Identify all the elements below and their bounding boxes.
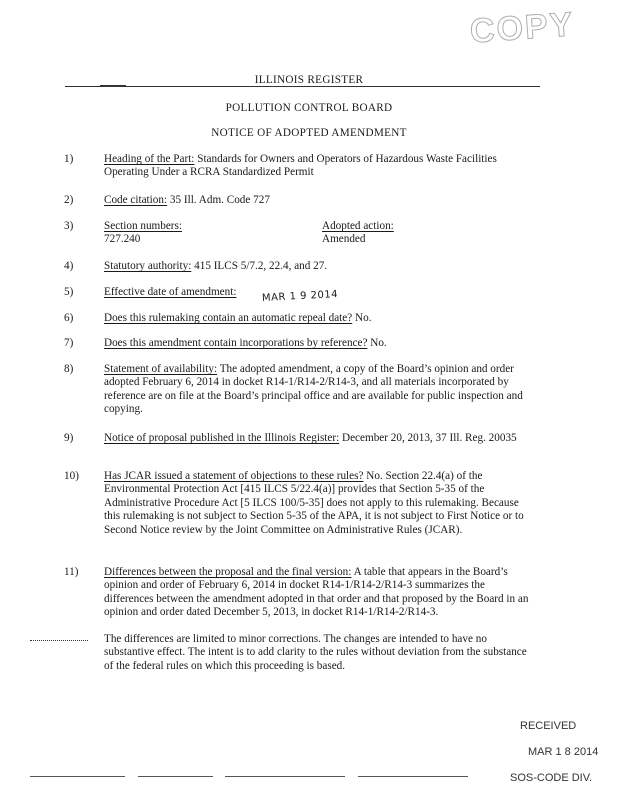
item-11-label: Differences between the proposal and the final version: xyxy=(104,566,352,578)
item-2-label: Code citation: xyxy=(104,194,168,206)
item-3-sections xyxy=(104,220,182,247)
item-7-label: Does this amendment contain incorporations by reference? xyxy=(104,337,368,349)
adopted-action-value: Amended xyxy=(322,233,366,246)
footer-rule-1 xyxy=(30,776,125,777)
item-3-action xyxy=(322,220,394,247)
item-7-number: 7) xyxy=(64,337,74,349)
item-11-paragraph-2: The differences are limited to minor corrections. The changes are intended to have no substantive effect. The intent is to add clarity to the rules without deviation from the substance of the federal rules on which this proceeding is based. xyxy=(104,633,527,672)
item-4-label: Statutory authority: xyxy=(104,260,192,272)
item-9-number: 9) xyxy=(64,432,74,444)
item-4 xyxy=(104,260,534,273)
footer-rule-3 xyxy=(225,776,345,777)
item-11-number: 11) xyxy=(64,566,79,578)
section-numbers-label: Section numbers: xyxy=(104,220,182,232)
item-9 xyxy=(104,432,534,445)
copy-stamp: COPY xyxy=(468,5,576,51)
item-6 xyxy=(104,312,534,325)
item-11 xyxy=(104,566,534,620)
item-2-text: 35 Ill. Adm. Code 727 xyxy=(169,194,270,206)
notice-title: NOTICE OF ADOPTED AMENDMENT xyxy=(211,127,407,139)
item-2-number: 2) xyxy=(64,194,74,206)
item-10-number: 10) xyxy=(64,470,79,482)
left-margin-mark xyxy=(30,640,88,641)
item-1-number: 1) xyxy=(64,153,74,165)
item-5-number: 5) xyxy=(64,286,74,298)
effective-date-handwritten: MAR 1 9 2014 xyxy=(261,289,339,304)
item-7 xyxy=(104,337,534,350)
register-title: ILLINOIS REGISTER xyxy=(254,74,364,86)
item-10-text: No. Section 22.4(a) of the Environmental Protection Act [415 ILCS 5/22.4(a)] provides that Section 5-35 of the Administrative Procedure Act [5 ILCS 100/5-35] does not apply to this rulemaking. Because this rulemaking is not subject to Section 5-35 of the APA, it is not subject to First Notice or to Second Notice review by the Joint Committee on Administrative Rules (JCAR). xyxy=(104,470,524,536)
item-10 xyxy=(104,470,534,537)
item-6-number: 6) xyxy=(64,312,74,324)
item-1 xyxy=(104,153,534,180)
received-stamp-date: MAR 1 8 2014 xyxy=(528,746,599,758)
header-rule xyxy=(65,86,540,87)
item-4-text: 415 ILCS 5/7.2, 22.4, and 27. xyxy=(194,260,328,272)
item-10-label: Has JCAR issued a statement of objections to these rules? xyxy=(104,470,364,482)
received-stamp-label: RECEIVED xyxy=(520,720,577,732)
footer-rule-2 xyxy=(138,776,213,777)
adopted-action-label: Adopted action: xyxy=(322,220,394,232)
item-2 xyxy=(104,194,534,207)
item-8-label: Statement of availability: xyxy=(104,363,218,375)
item-9-text: December 20, 2013, 37 Ill. Reg. 20035 xyxy=(342,432,517,444)
item-3-number: 3) xyxy=(64,220,74,232)
item-4-number: 4) xyxy=(64,260,74,272)
board-title: POLLUTION CONTROL BOARD xyxy=(225,102,393,114)
item-9-label: Notice of proposal published in the Illinois Register: xyxy=(104,432,340,444)
item-6-text: No. xyxy=(355,312,372,324)
item-6-label: Does this rulemaking contain an automatic repeal date? xyxy=(104,312,353,324)
item-5-label: Effective date of amendment: xyxy=(104,286,237,298)
item-8-number: 8) xyxy=(64,363,74,375)
section-numbers-value: 727.240 xyxy=(104,233,141,246)
item-8-text: The adopted amendment, a copy of the Board’s opinion and order adopted February 6, 2014 in docket R14-1/R14-2/R14-3, and all materials incorporated by reference are on file at the Board’s principal office and are available for public inspection and copying. xyxy=(104,363,523,416)
footer-rule-4 xyxy=(358,776,468,777)
item-7-text: No. xyxy=(370,337,387,349)
item-1-label: Heading of the Part: xyxy=(104,153,195,165)
item-11-text: A table that appears in the Board’s opinion and order of February 6, 2014 in docket R14-1/R14-2/R14-3 summarizes the differences between the amendment adopted in that order and that proposed by the Board in an opinion and order dated December 5, 2013, in docket R14-1/R14-2/R14-3. xyxy=(104,566,529,619)
item-8 xyxy=(104,363,534,417)
item-1-text: Standards for Owners and Operators of Hazardous Waste Facilities Operating Under a RCRA Standardized Permit xyxy=(104,153,497,179)
received-stamp-office: SOS-CODE DIV. xyxy=(510,772,593,784)
